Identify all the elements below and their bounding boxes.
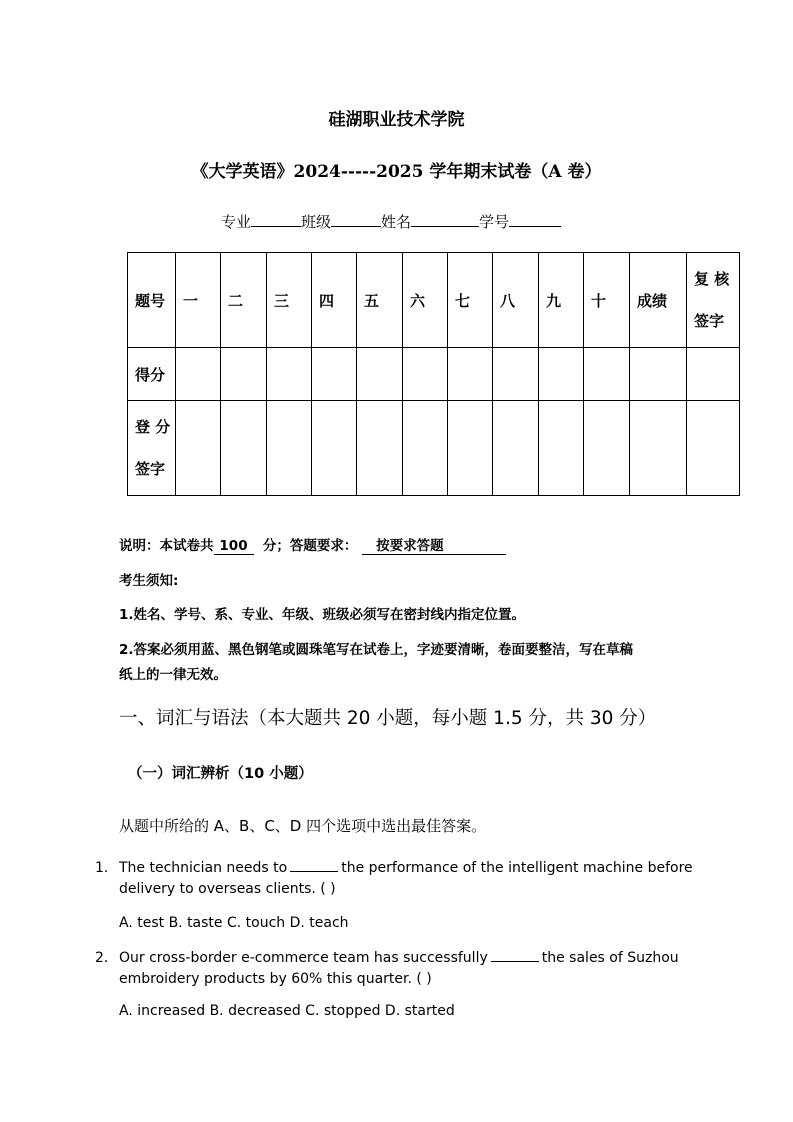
row-label-question-number: 题号 bbox=[128, 253, 176, 348]
answer-blank[interactable] bbox=[290, 859, 338, 872]
signature-cell[interactable] bbox=[448, 401, 493, 496]
col-header: 三 bbox=[267, 253, 312, 348]
signature-cell[interactable] bbox=[584, 401, 630, 496]
row-label-recorder bbox=[128, 401, 176, 496]
recorder-label: 登 分 bbox=[135, 418, 171, 436]
signature-cell[interactable] bbox=[539, 401, 584, 496]
signature-cell[interactable] bbox=[176, 401, 221, 496]
signature-cell[interactable] bbox=[312, 401, 357, 496]
signature-cell[interactable] bbox=[630, 401, 687, 496]
col-header: 八 bbox=[493, 253, 539, 348]
student-info-line bbox=[221, 211, 561, 232]
question-text-line1 bbox=[119, 858, 693, 879]
review-label: 复 核 bbox=[694, 270, 730, 288]
name-label: 姓名 bbox=[381, 213, 412, 231]
question-options: A. increased B. decreased C. stopped D. started bbox=[119, 1003, 455, 1019]
section-subtitle: （一）词汇辨析（10 小题） bbox=[128, 766, 313, 782]
question-text-line1 bbox=[119, 948, 679, 969]
notice-item-2: 2.答案必须用蓝、黑色钢笔或圆珠笔写在试卷上，字迹要清晰，卷面要整洁，写在草稿 bbox=[119, 642, 634, 658]
col-header: 七 bbox=[448, 253, 493, 348]
col-header: 十 bbox=[584, 253, 630, 348]
score-cell[interactable] bbox=[448, 348, 493, 401]
col-header: 五 bbox=[357, 253, 403, 348]
col-header: 二 bbox=[221, 253, 267, 348]
question-text-before: Our cross-border e-commerce team has successfully bbox=[119, 950, 488, 966]
class-blank[interactable] bbox=[331, 211, 381, 227]
row-label-score: 得分 bbox=[128, 348, 176, 401]
col-header: 九 bbox=[539, 253, 584, 348]
total-score-header: 成绩 bbox=[630, 253, 687, 348]
score-table bbox=[127, 252, 740, 496]
question-text-after: the sales of Suzhou bbox=[541, 950, 679, 966]
major-label: 专业 bbox=[221, 213, 252, 231]
score-cell[interactable] bbox=[176, 348, 221, 401]
col-header: 一 bbox=[176, 253, 221, 348]
class-label: 班级 bbox=[301, 213, 332, 231]
signature-cell[interactable] bbox=[687, 401, 740, 496]
score-cell[interactable] bbox=[493, 348, 539, 401]
desc-prefix: 说明：本试卷共 bbox=[119, 538, 214, 554]
score-cell[interactable] bbox=[403, 348, 448, 401]
question-number: 1. bbox=[95, 860, 109, 876]
total-score-value: 100 bbox=[214, 538, 254, 555]
notice-item-2-cont: 纸上的一律无效。 bbox=[119, 667, 227, 683]
question-options: A. test B. taste C. touch D. teach bbox=[119, 915, 349, 931]
col-header: 四 bbox=[312, 253, 357, 348]
section-title: 一、词汇与语法（本大题共 20 小题，每小题 1.5 分，共 30 分） bbox=[119, 708, 657, 729]
recorder-sign-label: 签字 bbox=[135, 460, 166, 478]
question-text-line2: delivery to overseas clients. ( ) bbox=[119, 881, 336, 897]
recorder-signature-row bbox=[128, 401, 740, 496]
signature-cell[interactable] bbox=[493, 401, 539, 496]
signature-cell[interactable] bbox=[403, 401, 448, 496]
student-id-blank[interactable] bbox=[509, 211, 561, 227]
score-cell[interactable] bbox=[221, 348, 267, 401]
exam-description bbox=[119, 534, 506, 555]
score-cell[interactable] bbox=[267, 348, 312, 401]
signature-cell[interactable] bbox=[267, 401, 312, 496]
section-instruction: 从题中所给的 A、B、C、D 四个选项中选出最佳答案。 bbox=[119, 817, 487, 835]
major-blank[interactable] bbox=[251, 211, 301, 227]
signature-cell[interactable] bbox=[221, 401, 267, 496]
score-cell[interactable] bbox=[584, 348, 630, 401]
review-signature-header bbox=[687, 253, 740, 348]
answer-blank[interactable] bbox=[491, 949, 539, 962]
review-sign-label: 签字 bbox=[694, 312, 725, 330]
question-text-line2: embroidery products by 60% this quarter. ( ) bbox=[119, 971, 432, 987]
question-number-row bbox=[128, 253, 740, 348]
signature-cell[interactable] bbox=[357, 401, 403, 496]
student-id-label: 学号 bbox=[479, 213, 510, 231]
question-text-after: the performance of the intelligent machine before bbox=[341, 860, 693, 876]
notice-title: 考生须知: bbox=[119, 573, 179, 589]
answer-requirement: 按要求答题 bbox=[362, 538, 506, 555]
score-cell[interactable] bbox=[687, 348, 740, 401]
school-title: 硅湖职业技术学院 bbox=[328, 110, 465, 130]
score-cell[interactable] bbox=[357, 348, 403, 401]
notice-item-1: 1.姓名、学号、系、专业、年级、班级必须写在密封线内指定位置。 bbox=[119, 607, 526, 623]
score-cell[interactable] bbox=[312, 348, 357, 401]
col-header: 六 bbox=[403, 253, 448, 348]
desc-mid: 分；答题要求： bbox=[262, 538, 358, 554]
question-number: 2. bbox=[95, 950, 109, 966]
score-cell[interactable] bbox=[630, 348, 687, 401]
score-row bbox=[128, 348, 740, 401]
name-blank[interactable] bbox=[411, 211, 479, 227]
exam-title: 《大学英语》2024-----2025 学年期末试卷（A 卷） bbox=[191, 162, 602, 182]
score-cell[interactable] bbox=[539, 348, 584, 401]
question-text-before: The technician needs to bbox=[119, 860, 288, 876]
